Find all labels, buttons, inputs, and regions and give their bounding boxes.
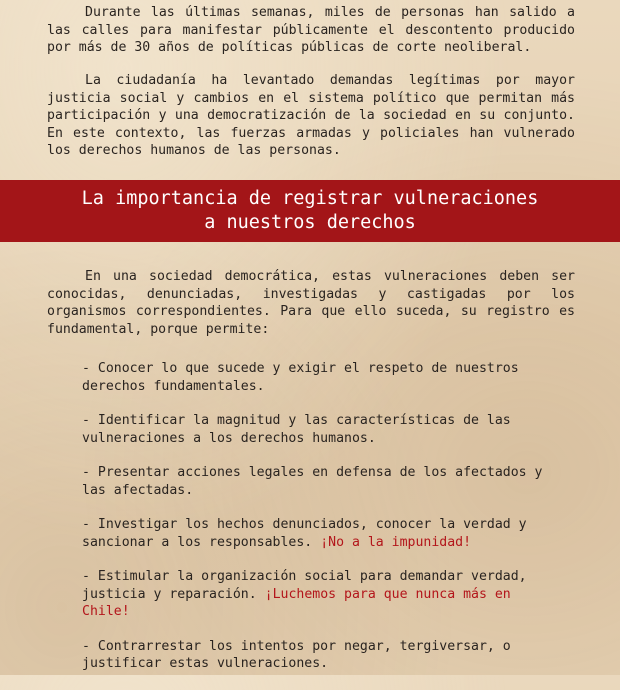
body-paragraph: En una sociedad democrática, estas vulneraciones deben ser conocidas, denunciadas, investigadas y castigadas por los organismos correspondientes. Para que ello suceda, su registro es fundamental, porque permite: (47, 269, 575, 337)
list-item-text: - Estimular la organización social para demandar verdad, justicia y reparación. (82, 569, 527, 602)
list-item-text: - Conocer lo que sucede y exigir el respeto de nuestros derechos fundamentales. (82, 361, 519, 394)
list-item-text: - Presentar acciones legales en defensa de los afectados y las afectadas. (82, 465, 543, 498)
list-item (82, 360, 552, 395)
list-item (82, 568, 552, 621)
list-item-text: - Identificar la magnitud y las características de las vulneraciones a los derechos humanos. (82, 413, 511, 446)
list-item-text: - Contrarrestar los intentos por negar, tergiversar, o justificar estas vulneraciones. (82, 638, 511, 671)
section-heading-line-2: a nuestros derechos (204, 212, 416, 233)
section-heading-line-1: La importancia de registrar vulneraciones (81, 188, 539, 209)
list-item-text: - Investigar los hechos denunciados, conocer la verdad y sancionar a los responsables. (82, 517, 527, 550)
list-item (82, 464, 552, 499)
benefits-list (82, 360, 552, 690)
section-heading-banner (0, 180, 620, 242)
list-item (82, 638, 552, 673)
list-item (82, 516, 552, 551)
intro-paragraph-2: La ciudadanía ha levantado demandas legítimas por mayor justicia social y cambios en el sistema político que permitan más participación y una democratización de la sociedad en su conjunto. En este contexto, las fuerzas armadas y policiales han vulnerado los derechos humanos de las personas. (47, 73, 575, 158)
list-item (82, 412, 552, 447)
list-item-emphasis: ¡Luchemos para que nunca más en Chile! (82, 586, 511, 619)
intro-paragraph-1: Durante las últimas semanas, miles de personas han salido a las calles para manifestar públicamente el descontento producido por más de 30 años de políticas públicas de corte neoliberal. (47, 5, 575, 55)
list-item-emphasis: ¡No a la impunidad! (320, 534, 472, 550)
